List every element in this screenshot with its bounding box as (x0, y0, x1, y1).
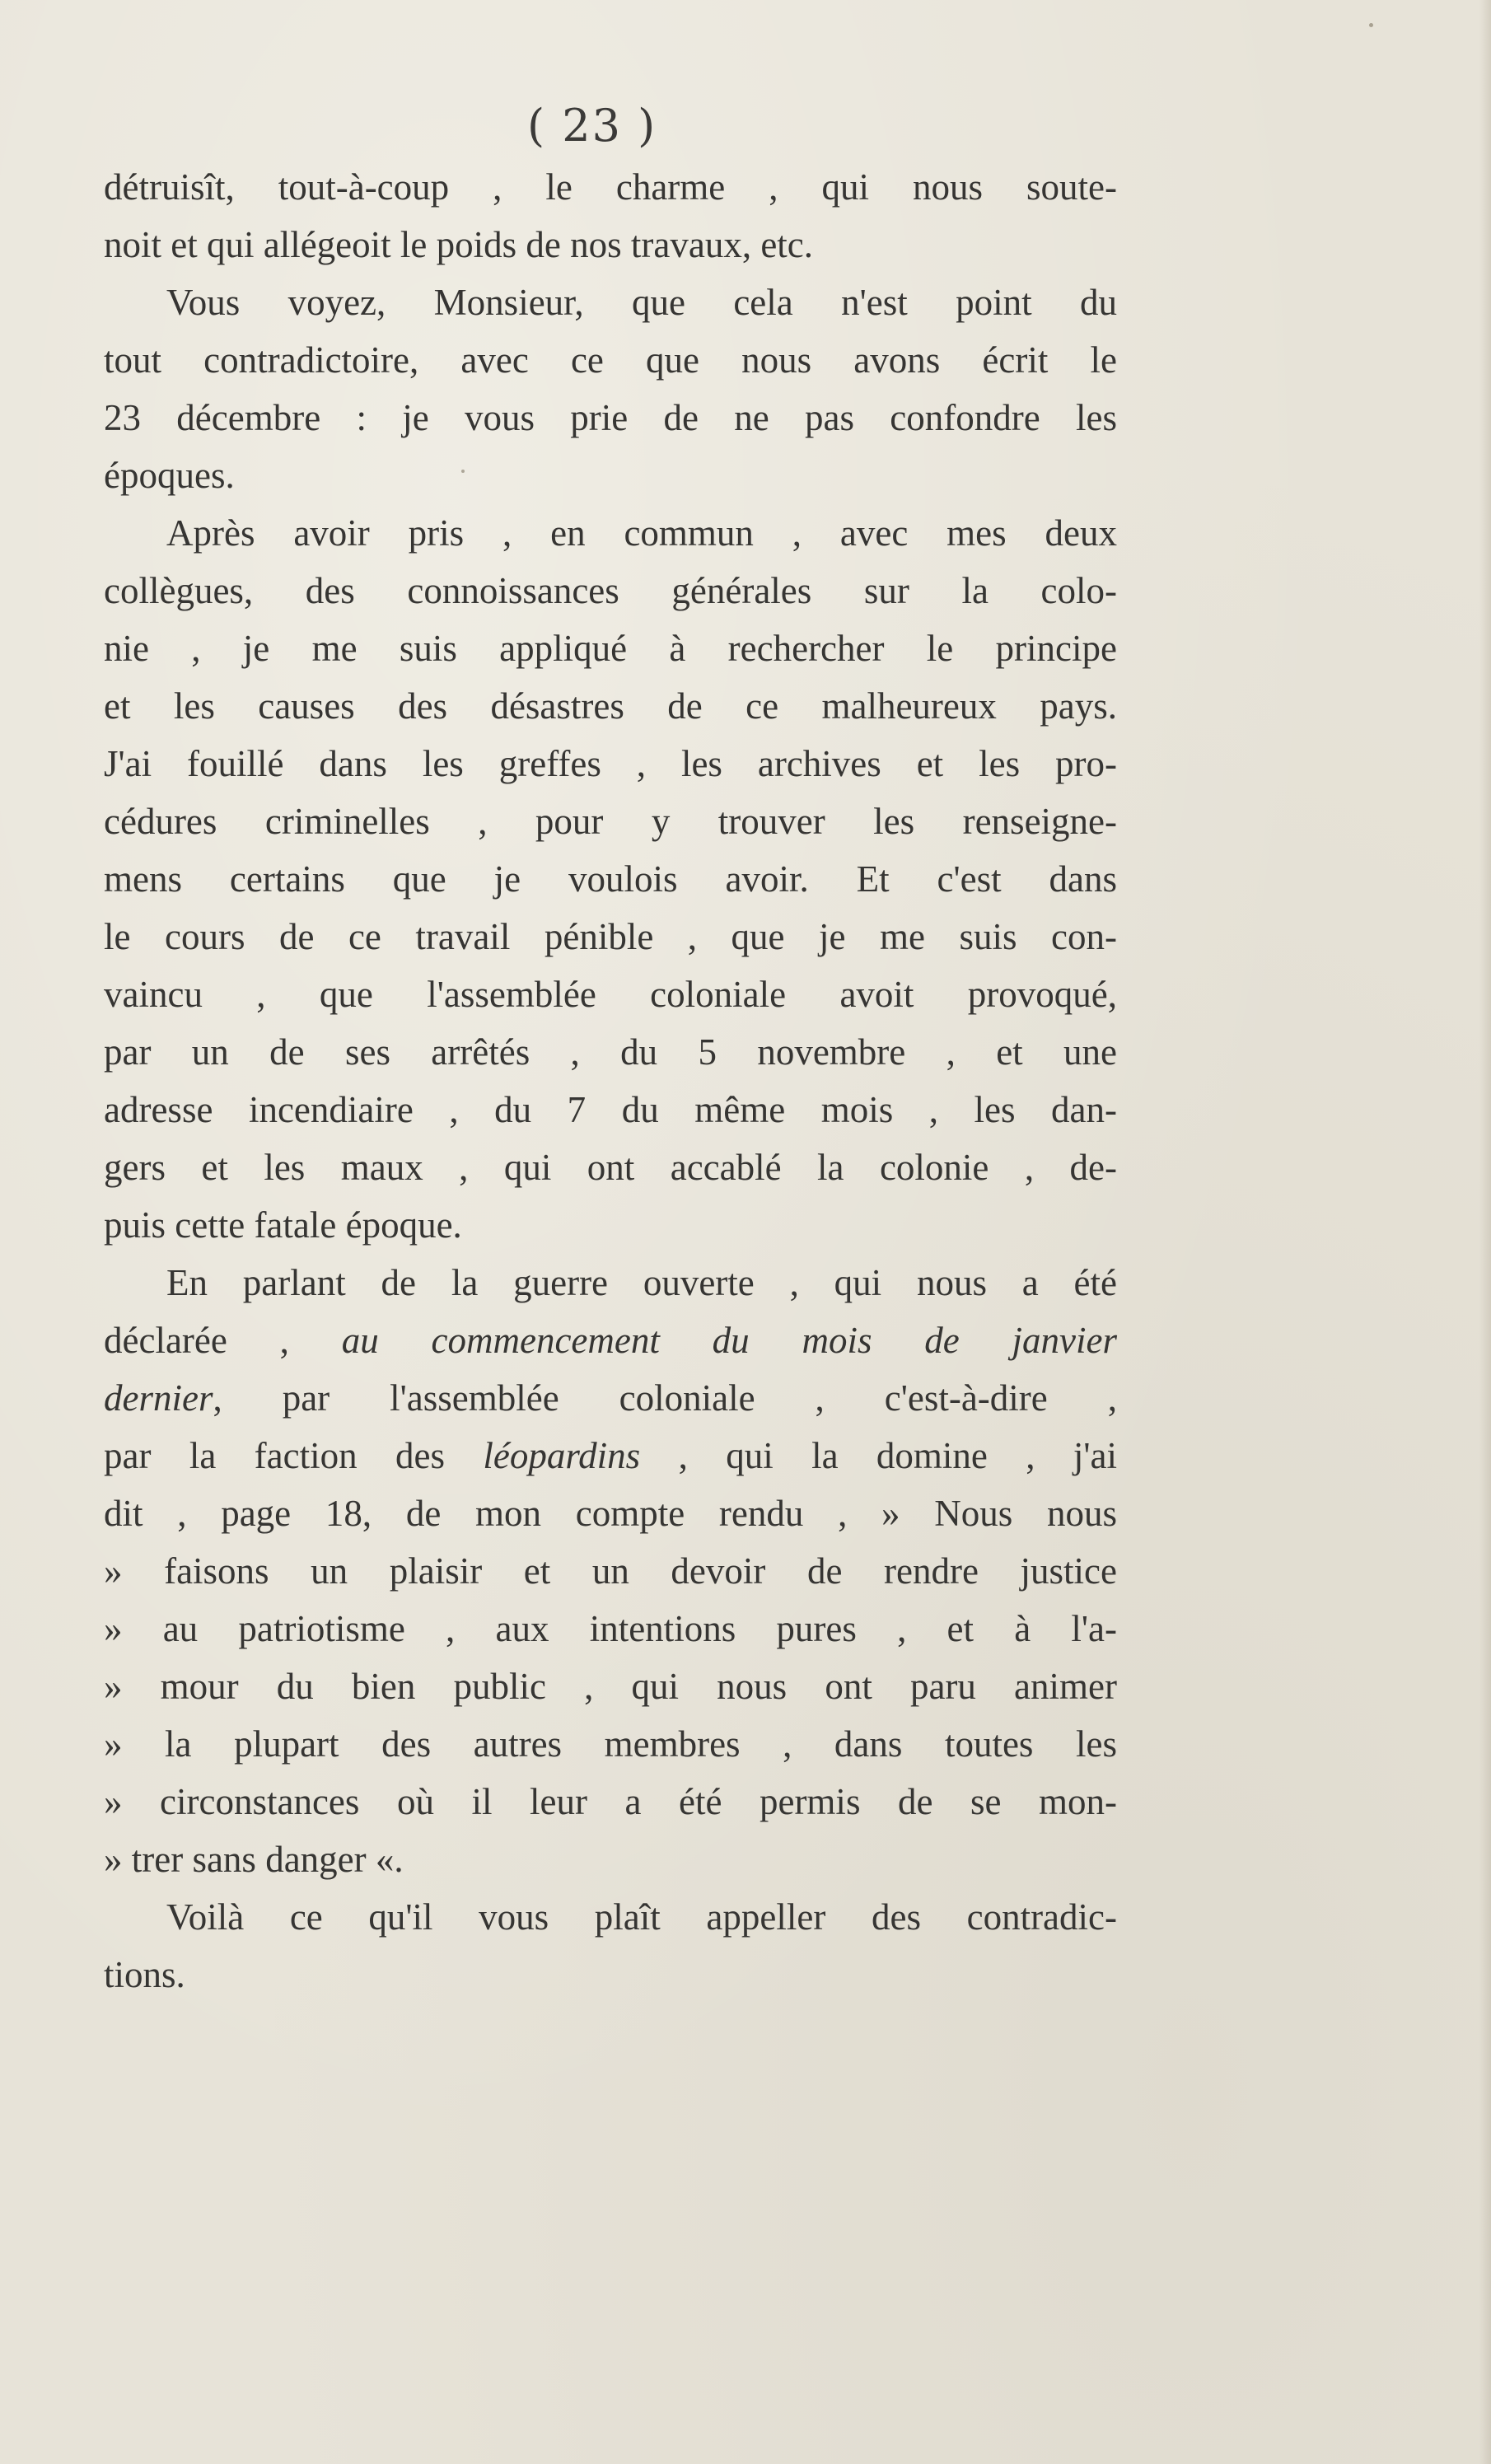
text-line: tout contradictoire, avec ce que nous avons écrit le (104, 339, 1117, 381)
italic-word: léopardins (483, 1435, 641, 1476)
text-line (104, 1311, 1117, 1369)
page-edge-shadow (1479, 0, 1491, 2464)
text-segment: , par l'assemblée coloniale , c'est-à-dire , (213, 1377, 1117, 1419)
text-line: noit et qui allégeoit le poids de nos travaux, etc. (104, 224, 814, 265)
text-line: le cours de ce travail pénible , que je me suis con- (104, 916, 1117, 957)
text-line: mens certains que je voulois avoir. Et c'est dans (104, 858, 1117, 900)
text-line: par un de ses arrêtés , du 5 novembre , et une (104, 1031, 1117, 1073)
text-line (104, 1427, 1117, 1484)
italic-phrase: au commencement du mois de janvier (341, 1320, 1117, 1361)
text-line: vaincu , que l'assemblée coloniale avoit provoqué, (104, 974, 1117, 1015)
text-line: Voilà ce qu'il vous plaît appeller des contradic- (166, 1896, 1117, 1938)
text-line: cédures criminelles , pour y trouver les renseigne- (104, 801, 1117, 842)
text-line: J'ai fouillé dans les greffes , les archives et les pro- (104, 743, 1117, 784)
text-line: époques. (104, 455, 235, 496)
text-segment: déclarée , (104, 1320, 289, 1361)
text-line: dit , page 18, de mon compte rendu , » Nous nous (104, 1493, 1117, 1534)
text-line: tions. (104, 1954, 185, 1995)
quote-line: » la plupart des autres membres , dans toutes les (104, 1723, 1117, 1765)
quote-line: » mour du bien public , qui nous ont paru animer (104, 1666, 1117, 1707)
text-line: collègues, des connoissances générales sur la colo- (104, 570, 1117, 611)
quote-line: » circonstances où il leur a été permis de se mon- (104, 1781, 1117, 1822)
quote-line: » trer sans danger «. (104, 1839, 404, 1880)
text-line: et les causes des désastres de ce malheureux pays. (104, 685, 1117, 727)
text-segment: , qui la domine , j'ai (678, 1435, 1117, 1476)
text-line: adresse incendiaire , du 7 du même mois , les dan- (104, 1089, 1117, 1130)
text-line: puis cette fatale époque. (104, 1204, 462, 1246)
text-line: 23 décembre : je vous prie de ne pas confondre les (104, 397, 1117, 438)
text-segment: par la faction des (104, 1435, 445, 1476)
italic-word: dernier (104, 1377, 213, 1419)
text-line: détruisît, tout-à-coup , le charme , qui nous soute- (104, 166, 1117, 208)
quote-line: » au patriotisme , aux intentions pures , et à l'a- (104, 1608, 1117, 1649)
text-line: En parlant de la guerre ouverte , qui nous a été (166, 1262, 1117, 1303)
page-number: ( 23 ) (527, 100, 657, 152)
text-line: Après avoir pris , en commun , avec mes deux (166, 512, 1117, 554)
paper-speck (1369, 23, 1373, 27)
quote-line: » faisons un plaisir et un devoir de rendre justice (104, 1550, 1117, 1592)
text-line: gers et les maux , qui ont accablé la colonie , de- (104, 1147, 1117, 1188)
text-line: nie , je me suis appliqué à rechercher le principe (104, 628, 1117, 669)
body-text (104, 158, 1117, 2003)
text-line (104, 1369, 1117, 1427)
text-line: Vous voyez, Monsieur, que cela n'est point du (166, 282, 1117, 323)
